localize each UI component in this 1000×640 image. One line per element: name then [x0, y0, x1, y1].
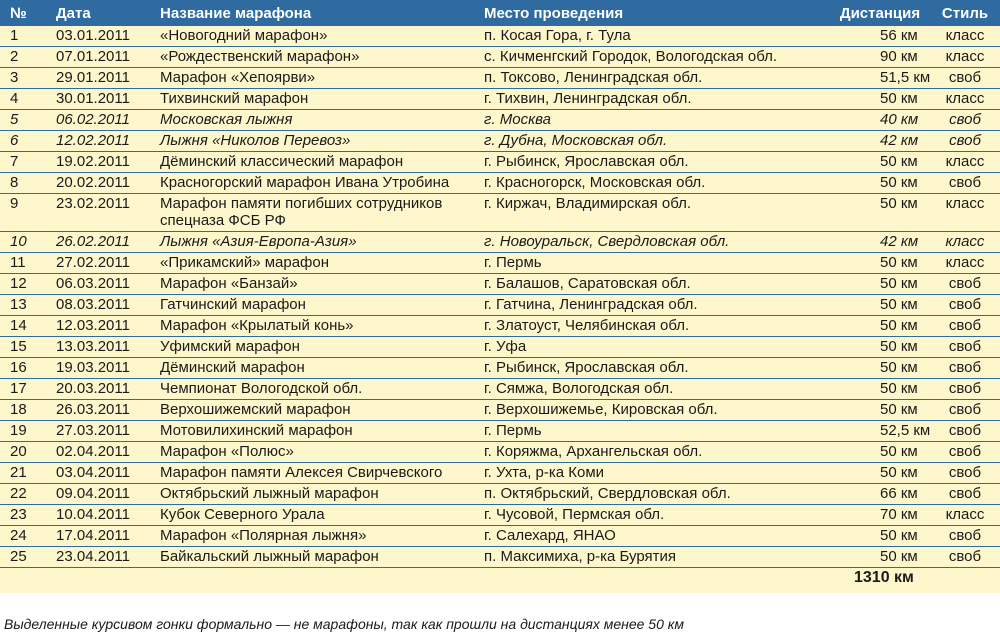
row-place: г. Новоуральск, Свердловская обл. — [480, 232, 830, 253]
row-distance: 42 км — [830, 232, 930, 253]
table-row — [0, 110, 1000, 131]
row-number: 14 — [0, 316, 52, 337]
header-name: Название марафона — [160, 4, 312, 22]
row-number: 11 — [0, 253, 52, 274]
row-distance: 42 км — [830, 131, 930, 152]
row-style: своб — [930, 379, 1000, 400]
table-row — [0, 295, 1000, 316]
row-distance: 52,5 км — [830, 421, 930, 442]
row-distance: 50 км — [830, 173, 930, 194]
table-row — [0, 337, 1000, 358]
row-place: г. Рыбинск, Ярославская обл. — [480, 152, 830, 173]
row-style: своб — [930, 295, 1000, 316]
table-row — [0, 463, 1000, 484]
row-distance: 50 км — [830, 463, 930, 484]
row-date: 29.01.2011 — [52, 68, 156, 89]
table-row — [0, 526, 1000, 547]
row-distance: 50 км — [830, 358, 930, 379]
row-place: г. Балашов, Саратовская обл. — [480, 274, 830, 295]
row-name: «Новогодний марафон» — [156, 26, 480, 47]
row-place: г. Пермь — [480, 253, 830, 274]
row-name: Марафон «Банзай» — [156, 274, 480, 295]
row-style: своб — [930, 316, 1000, 337]
row-name: Гатчинский марафон — [156, 295, 480, 316]
row-style: своб — [930, 131, 1000, 152]
row-date: 03.04.2011 — [52, 463, 156, 484]
table-row — [0, 442, 1000, 463]
row-style: своб — [930, 110, 1000, 131]
row-number: 18 — [0, 400, 52, 421]
row-number: 3 — [0, 68, 52, 89]
table-row — [0, 26, 1000, 47]
row-name: Байкальский лыжный марафон — [156, 547, 480, 568]
row-number: 16 — [0, 358, 52, 379]
table-row — [0, 274, 1000, 295]
row-number: 20 — [0, 442, 52, 463]
table-row — [0, 232, 1000, 253]
header-style: Стиль — [941, 4, 989, 22]
row-distance: 50 км — [830, 316, 930, 337]
row-style: своб — [930, 463, 1000, 484]
row-name: Чемпионат Вологодской обл. — [156, 379, 480, 400]
row-name: Уфимский марафон — [156, 337, 480, 358]
row-place: г. Тихвин, Ленинградская обл. — [480, 89, 830, 110]
table-header — [0, 0, 1000, 26]
table-row — [0, 379, 1000, 400]
row-number: 10 — [0, 232, 52, 253]
table-body — [0, 26, 1000, 593]
row-name: Тихвинский марафон — [156, 89, 480, 110]
table-row — [0, 173, 1000, 194]
footnote: Выделенные курсивом гонки формально — не марафоны, так как прошли на дистанциях менее 50 км — [4, 616, 684, 632]
row-place: г. Сямжа, Вологодская обл. — [480, 379, 830, 400]
row-date: 03.01.2011 — [52, 26, 156, 47]
row-date: 13.03.2011 — [52, 337, 156, 358]
row-number: 5 — [0, 110, 52, 131]
row-number: 2 — [0, 47, 52, 68]
table-row — [0, 358, 1000, 379]
total-row-empty-cell — [52, 568, 156, 594]
row-name: Марафон памяти Алексея Свирчевского — [156, 463, 480, 484]
row-date: 23.04.2011 — [52, 547, 156, 568]
row-date: 30.01.2011 — [52, 89, 156, 110]
table-row — [0, 152, 1000, 173]
row-distance: 50 км — [830, 253, 930, 274]
header-row — [0, 0, 1000, 26]
row-number: 23 — [0, 505, 52, 526]
row-style: своб — [930, 68, 1000, 89]
row-style: класс — [930, 194, 1000, 232]
table-row — [0, 68, 1000, 89]
row-number: 22 — [0, 484, 52, 505]
row-name: Дёминский марафон — [156, 358, 480, 379]
table-row — [0, 47, 1000, 68]
row-place: г. Салехард, ЯНАО — [480, 526, 830, 547]
row-date: 07.01.2011 — [52, 47, 156, 68]
row-distance: 50 км — [830, 337, 930, 358]
table-row — [0, 505, 1000, 526]
row-number: 6 — [0, 131, 52, 152]
row-date: 26.02.2011 — [52, 232, 156, 253]
row-name: Марафон памяти погибших сотрудников спецназа ФСБ РФ — [156, 194, 480, 232]
row-place: г. Киржач, Владимирская обл. — [480, 194, 830, 232]
row-name: Московская лыжня — [156, 110, 480, 131]
row-date: 20.02.2011 — [52, 173, 156, 194]
row-number: 24 — [0, 526, 52, 547]
total-row-empty-cell — [480, 568, 830, 594]
row-place: г. Гатчина, Ленинградская обл. — [480, 295, 830, 316]
row-name: Верхошижемский марафон — [156, 400, 480, 421]
row-style: своб — [930, 173, 1000, 194]
row-style: класс — [930, 26, 1000, 47]
row-place: г. Москва — [480, 110, 830, 131]
total-row-empty-cell — [156, 568, 480, 594]
row-name: Дёминский классический марафон — [156, 152, 480, 173]
row-style: своб — [930, 337, 1000, 358]
table-row — [0, 253, 1000, 274]
row-name: Марафон «Полюс» — [156, 442, 480, 463]
row-date: 26.03.2011 — [52, 400, 156, 421]
row-name: Марафон «Крылатый конь» — [156, 316, 480, 337]
row-date: 17.04.2011 — [52, 526, 156, 547]
row-place: г. Златоуст, Челябинская обл. — [480, 316, 830, 337]
table-row — [0, 484, 1000, 505]
table-row — [0, 131, 1000, 152]
row-distance: 50 км — [830, 400, 930, 421]
row-distance: 50 км — [830, 526, 930, 547]
row-distance: 50 км — [830, 89, 930, 110]
row-date: 06.03.2011 — [52, 274, 156, 295]
row-place: г. Ухта, р-ка Коми — [480, 463, 830, 484]
table-row — [0, 400, 1000, 421]
row-style: класс — [930, 505, 1000, 526]
row-name: Кубок Северного Урала — [156, 505, 480, 526]
row-number: 13 — [0, 295, 52, 316]
row-date: 27.02.2011 — [52, 253, 156, 274]
row-style: класс — [930, 253, 1000, 274]
row-number: 4 — [0, 89, 52, 110]
row-date: 19.02.2011 — [52, 152, 156, 173]
total-distance: 1310 км — [854, 569, 914, 586]
row-date: 06.02.2011 — [52, 110, 156, 131]
row-number: 9 — [0, 194, 52, 232]
table-row — [0, 194, 1000, 232]
table-row — [0, 316, 1000, 337]
row-style: своб — [930, 400, 1000, 421]
row-place: г. Дубна, Московская обл. — [480, 131, 830, 152]
row-style: своб — [930, 526, 1000, 547]
row-distance: 90 км — [830, 47, 930, 68]
total-row — [0, 568, 1000, 594]
row-style: своб — [930, 274, 1000, 295]
row-style: класс — [930, 152, 1000, 173]
row-place: г. Чусовой, Пермская обл. — [480, 505, 830, 526]
row-place: г. Уфа — [480, 337, 830, 358]
row-place: п. Максимиха, р-ка Бурятия — [480, 547, 830, 568]
row-style: класс — [930, 232, 1000, 253]
row-name: Октябрьский лыжный марафон — [156, 484, 480, 505]
row-number: 12 — [0, 274, 52, 295]
row-number: 7 — [0, 152, 52, 173]
table-row — [0, 421, 1000, 442]
row-number: 8 — [0, 173, 52, 194]
row-style: своб — [930, 358, 1000, 379]
row-distance: 50 км — [830, 152, 930, 173]
row-distance: 50 км — [830, 547, 930, 568]
row-name: Марафон «Полярная лыжня» — [156, 526, 480, 547]
row-date: 09.04.2011 — [52, 484, 156, 505]
row-distance: 56 км — [830, 26, 930, 47]
row-style: своб — [930, 484, 1000, 505]
row-place: п. Токсово, Ленинградская обл. — [480, 68, 830, 89]
header-place: Место проведения — [484, 4, 624, 22]
row-date: 10.04.2011 — [52, 505, 156, 526]
row-distance: 50 км — [830, 274, 930, 295]
row-place: г. Красногорск, Московская обл. — [480, 173, 830, 194]
row-distance: 50 км — [830, 295, 930, 316]
row-style: своб — [930, 421, 1000, 442]
row-date: 12.03.2011 — [52, 316, 156, 337]
row-place: г. Верхошижемье, Кировская обл. — [480, 400, 830, 421]
row-place: с. Кичменгский Городок, Вологодская обл. — [480, 47, 830, 68]
header-distance: Дистанция — [839, 4, 921, 22]
row-place: г. Пермь — [480, 421, 830, 442]
row-distance: 51,5 км — [830, 68, 930, 89]
row-distance: 50 км — [830, 379, 930, 400]
row-distance: 50 км — [830, 194, 930, 232]
row-style: своб — [930, 547, 1000, 568]
row-date: 02.04.2011 — [52, 442, 156, 463]
row-date: 08.03.2011 — [52, 295, 156, 316]
table-row — [0, 547, 1000, 568]
row-distance: 50 км — [830, 442, 930, 463]
row-style: класс — [930, 89, 1000, 110]
row-number: 21 — [0, 463, 52, 484]
row-distance: 66 км — [830, 484, 930, 505]
header-date: Дата — [56, 4, 91, 22]
row-name: Лыжня «Николов Перевоз» — [156, 131, 480, 152]
row-name: Красногорский марафон Ивана Утробина — [156, 173, 480, 194]
row-number: 25 — [0, 547, 52, 568]
row-number: 17 — [0, 379, 52, 400]
row-distance: 70 км — [830, 505, 930, 526]
row-place: п. Косая Гора, г. Тула — [480, 26, 830, 47]
row-name: Марафон «Хепоярви» — [156, 68, 480, 89]
row-date: 20.03.2011 — [52, 379, 156, 400]
row-distance: 40 км — [830, 110, 930, 131]
row-number: 1 — [0, 26, 52, 47]
row-style: класс — [930, 47, 1000, 68]
row-place: г. Коряжма, Архангельская обл. — [480, 442, 830, 463]
row-date: 19.03.2011 — [52, 358, 156, 379]
row-number: 15 — [0, 337, 52, 358]
row-name: «Прикамский» марафон — [156, 253, 480, 274]
row-place: г. Рыбинск, Ярославская обл. — [480, 358, 830, 379]
row-name: Мотовилихинский марафон — [156, 421, 480, 442]
row-date: 27.03.2011 — [52, 421, 156, 442]
table-row — [0, 89, 1000, 110]
total-row-empty-cell — [0, 568, 52, 594]
row-name: Лыжня «Азия-Европа-Азия» — [156, 232, 480, 253]
row-number: 19 — [0, 421, 52, 442]
row-date: 23.02.2011 — [52, 194, 156, 232]
row-name: «Рождественский марафон» — [156, 47, 480, 68]
row-date: 12.02.2011 — [52, 131, 156, 152]
header-num: № — [10, 4, 27, 22]
row-style: своб — [930, 442, 1000, 463]
row-place: п. Октябрьский, Свердловская обл. — [480, 484, 830, 505]
total-row-empty-cell — [930, 568, 1000, 594]
